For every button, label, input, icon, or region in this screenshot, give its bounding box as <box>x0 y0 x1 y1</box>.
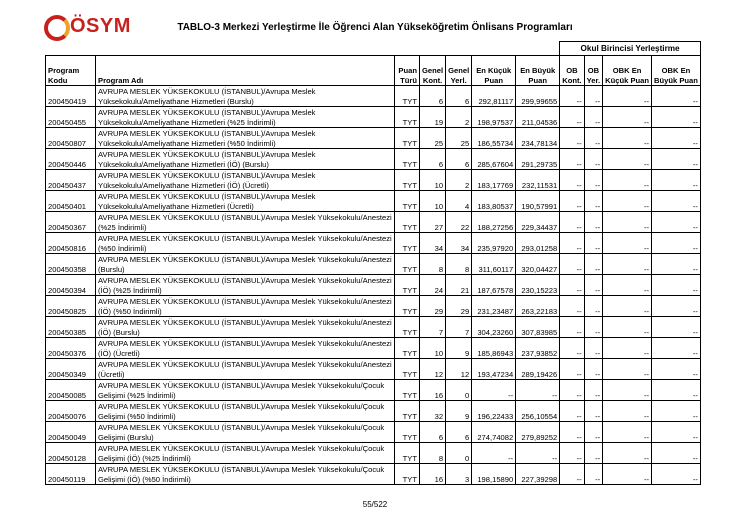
ob-yer-cell: -- <box>584 107 603 128</box>
en-kucuk-puan-cell: 198,97537 <box>472 107 516 128</box>
genel-kont-cell: 34 <box>420 233 446 254</box>
ob-kont-cell: -- <box>560 464 584 485</box>
program-code-cell: 200450367 <box>46 212 96 233</box>
genel-yerl-cell: 6 <box>446 149 472 170</box>
ob-yer-cell: -- <box>584 338 603 359</box>
program-name-line-1: AVRUPA MESLEK YÜKSEKOKULU (İSTANBUL)/Avrupa Meslek Yüksekokulu/Çocuk <box>98 423 385 432</box>
program-name-cell <box>96 464 395 485</box>
puan-turu-cell: TYT <box>395 86 420 107</box>
genel-yerl-cell: 6 <box>446 86 472 107</box>
col-puan-turu: Puan Türü <box>395 56 420 86</box>
program-name-line-2: Gelişimi (%25 İndirimli) <box>98 390 176 400</box>
obk-en-buyuk-cell: -- <box>652 359 701 380</box>
program-name-cell <box>96 338 395 359</box>
program-name-cell <box>96 212 395 233</box>
obk-en-buyuk-cell: -- <box>652 464 701 485</box>
en-buyuk-puan-cell: 256,10554 <box>516 401 560 422</box>
program-name-line-2: (%25 İndirimli) <box>98 222 147 232</box>
puan-turu-cell: TYT <box>395 212 420 233</box>
en-buyuk-puan-cell: -- <box>516 443 560 464</box>
ob-yer-cell: -- <box>584 149 603 170</box>
program-name-line-2: Gelişimi (%50 İndirimli) <box>98 411 176 421</box>
puan-turu-cell: TYT <box>395 317 420 338</box>
col-program-adi: Program Adı <box>96 56 395 86</box>
obk-en-buyuk-cell: -- <box>652 317 701 338</box>
table-row <box>46 464 701 485</box>
table-row <box>46 233 701 254</box>
obk-en-kucuk-cell: -- <box>603 149 652 170</box>
program-name-line-1: AVRUPA MESLEK YÜKSEKOKULU (İSTANBUL)/Avrupa Meslek Yüksekokulu/Anestezi <box>98 276 392 285</box>
en-buyuk-puan-cell: 229,34437 <box>516 212 560 233</box>
program-name-line-2: Yüksekokulu/Ameliyathane Hizmetleri (İÖ) (Ücretli) <box>98 180 269 190</box>
program-name-line-1: AVRUPA MESLEK YÜKSEKOKULU (İSTANBUL)/Avrupa Meslek Yüksekokulu/Çocuk <box>98 381 385 390</box>
ob-yer-cell: -- <box>584 296 603 317</box>
program-name-line-1: AVRUPA MESLEK YÜKSEKOKULU (İSTANBUL)/Avrupa Meslek Yüksekokulu/Anestezi <box>98 318 392 327</box>
en-kucuk-puan-cell: 188,27256 <box>472 212 516 233</box>
obk-en-buyuk-cell: -- <box>652 170 701 191</box>
program-name-line-2: (İÖ) (Burslu) <box>98 327 140 337</box>
en-buyuk-puan-cell: 230,15223 <box>516 275 560 296</box>
program-name-line-2: Yüksekokulu/Ameliyathane Hizmetleri (%50 İndirimli) <box>98 138 276 148</box>
program-name-line-1: AVRUPA MESLEK YÜKSEKOKULU (İSTANBUL)/Avrupa Meslek Yüksekokulu/Çocuk <box>98 402 385 411</box>
page-title: TABLO-3 Merkezi Yerleştirme İle Öğrenci Alan Yükseköğretim Önlisans Programları <box>177 22 573 33</box>
en-kucuk-puan-cell: 183,17769 <box>472 170 516 191</box>
puan-turu-cell: TYT <box>395 443 420 464</box>
ob-yer-cell: -- <box>584 86 603 107</box>
program-name-cell <box>96 86 395 107</box>
col-ob-yer: OB Yer. <box>584 56 603 86</box>
col-genel-kont: Genel Kont. <box>420 56 446 86</box>
ob-kont-cell: -- <box>560 380 584 401</box>
genel-yerl-cell: 0 <box>446 443 472 464</box>
en-kucuk-puan-cell: 235,97920 <box>472 233 516 254</box>
en-buyuk-puan-cell: 291,29735 <box>516 149 560 170</box>
obk-en-kucuk-cell: -- <box>603 464 652 485</box>
page-number: 55/522 <box>362 500 388 509</box>
genel-kont-cell: 19 <box>420 107 446 128</box>
ob-yer-cell: -- <box>584 401 603 422</box>
obk-en-buyuk-cell: -- <box>652 191 701 212</box>
ob-kont-cell: -- <box>560 275 584 296</box>
en-buyuk-puan-cell: 232,11531 <box>516 170 560 191</box>
program-code-cell: 200450119 <box>46 464 96 485</box>
program-name-line-1: AVRUPA MESLEK YÜKSEKOKULU (İSTANBUL)/Avrupa Meslek <box>98 87 316 96</box>
table-row <box>46 86 701 107</box>
program-name-cell <box>96 107 395 128</box>
table-row <box>46 128 701 149</box>
obk-en-kucuk-cell: -- <box>603 338 652 359</box>
program-name-line-1: AVRUPA MESLEK YÜKSEKOKULU (İSTANBUL)/Avrupa Meslek Yüksekokulu/Anestezi <box>98 234 392 243</box>
puan-turu-cell: TYT <box>395 401 420 422</box>
program-name-cell <box>96 275 395 296</box>
en-buyuk-puan-cell: 234,78134 <box>516 128 560 149</box>
puan-turu-cell: TYT <box>395 464 420 485</box>
col-en-kucuk-puan: En Küçük Puan <box>472 56 516 86</box>
program-name-line-2: Gelişimi (İÖ) (%50 İndirimli) <box>98 474 191 484</box>
en-kucuk-puan-cell: 187,67578 <box>472 275 516 296</box>
genel-kont-cell: 12 <box>420 359 446 380</box>
program-name-line-1: AVRUPA MESLEK YÜKSEKOKULU (İSTANBUL)/Avrupa Meslek <box>98 150 316 159</box>
program-name-cell <box>96 443 395 464</box>
genel-kont-cell: 6 <box>420 149 446 170</box>
puan-turu-cell: TYT <box>395 233 420 254</box>
ob-kont-cell: -- <box>560 86 584 107</box>
obk-en-buyuk-cell: -- <box>652 233 701 254</box>
en-buyuk-puan-cell: -- <box>516 380 560 401</box>
genel-kont-cell: 16 <box>420 464 446 485</box>
program-name-cell <box>96 233 395 254</box>
en-kucuk-puan-cell: 186,55734 <box>472 128 516 149</box>
obk-en-buyuk-cell: -- <box>652 86 701 107</box>
table-row <box>46 107 701 128</box>
program-name-line-1: AVRUPA MESLEK YÜKSEKOKULU (İSTANBUL)/Avrupa Meslek <box>98 171 316 180</box>
table-row <box>46 296 701 317</box>
genel-kont-cell: 10 <box>420 170 446 191</box>
program-code-cell: 200450807 <box>46 128 96 149</box>
en-kucuk-puan-cell: 183,80537 <box>472 191 516 212</box>
obk-en-buyuk-cell: -- <box>652 401 701 422</box>
program-code-cell: 200450825 <box>46 296 96 317</box>
obk-en-kucuk-cell: -- <box>603 212 652 233</box>
program-name-line-2: Yüksekokulu/Ameliyathane Hizmetleri (Burslu) <box>98 96 254 106</box>
obk-en-kucuk-cell: -- <box>603 443 652 464</box>
puan-turu-cell: TYT <box>395 254 420 275</box>
genel-yerl-cell: 9 <box>446 338 472 359</box>
genel-kont-cell: 29 <box>420 296 446 317</box>
table-row <box>46 359 701 380</box>
obk-en-buyuk-cell: -- <box>652 422 701 443</box>
en-kucuk-puan-cell: 292,81117 <box>472 86 516 107</box>
program-name-line-2: (Burslu) <box>98 264 125 274</box>
puan-turu-cell: TYT <box>395 170 420 191</box>
col-program-kodu: Program Kodu <box>46 56 96 86</box>
en-buyuk-puan-cell: 307,83985 <box>516 317 560 338</box>
obk-en-kucuk-cell: -- <box>603 275 652 296</box>
ob-kont-cell: -- <box>560 191 584 212</box>
genel-yerl-cell: 12 <box>446 359 472 380</box>
ob-kont-cell: -- <box>560 359 584 380</box>
puan-turu-cell: TYT <box>395 191 420 212</box>
en-kucuk-puan-cell: -- <box>472 443 516 464</box>
obk-en-kucuk-cell: -- <box>603 233 652 254</box>
genel-yerl-cell: 21 <box>446 275 472 296</box>
genel-yerl-cell: 6 <box>446 422 472 443</box>
puan-turu-cell: TYT <box>395 359 420 380</box>
table-row <box>46 401 701 422</box>
group-header-okul-birincisi: Okul Birincisi Yerleştirme <box>560 42 701 56</box>
en-buyuk-puan-cell: 279,89252 <box>516 422 560 443</box>
ob-yer-cell: -- <box>584 191 603 212</box>
en-buyuk-puan-cell: 320,04427 <box>516 254 560 275</box>
col-genel-yerl: Genel Yerl. <box>446 56 472 86</box>
ob-kont-cell: -- <box>560 128 584 149</box>
program-name-line-2: Yüksekokulu/Ameliyathane Hizmetleri (İÖ) (Burslu) <box>98 159 269 169</box>
ob-kont-cell: -- <box>560 296 584 317</box>
obk-en-buyuk-cell: -- <box>652 149 701 170</box>
obk-en-kucuk-cell: -- <box>603 401 652 422</box>
program-name-line-2: Gelişimi (İÖ) (%25 İndirimli) <box>98 453 191 463</box>
puan-turu-cell: TYT <box>395 275 420 296</box>
program-name-line-2: (%50 İndirimli) <box>98 243 147 253</box>
col-ob-kont: OB Kont. <box>560 56 584 86</box>
puan-turu-cell: TYT <box>395 422 420 443</box>
ob-yer-cell: -- <box>584 212 603 233</box>
ob-yer-cell: -- <box>584 443 603 464</box>
ob-yer-cell: -- <box>584 380 603 401</box>
obk-en-kucuk-cell: -- <box>603 296 652 317</box>
program-name-line-2: (İÖ) (%25 İndirimli) <box>98 285 162 295</box>
genel-yerl-cell: 2 <box>446 170 472 191</box>
obk-en-buyuk-cell: -- <box>652 107 701 128</box>
program-name-line-1: AVRUPA MESLEK YÜKSEKOKULU (İSTANBUL)/Avrupa Meslek Yüksekokulu/Anestezi <box>98 360 392 369</box>
obk-en-buyuk-cell: -- <box>652 128 701 149</box>
programs-table <box>45 41 701 485</box>
program-name-line-2: Gelişimi (Burslu) <box>98 432 154 442</box>
en-kucuk-puan-cell: 193,47234 <box>472 359 516 380</box>
genel-yerl-cell: 2 <box>446 107 472 128</box>
program-name-line-1: AVRUPA MESLEK YÜKSEKOKULU (İSTANBUL)/Avrupa Meslek <box>98 129 316 138</box>
genel-yerl-cell: 4 <box>446 191 472 212</box>
obk-en-buyuk-cell: -- <box>652 275 701 296</box>
program-code-cell: 200450455 <box>46 107 96 128</box>
genel-yerl-cell: 34 <box>446 233 472 254</box>
table-row <box>46 317 701 338</box>
program-name-cell <box>96 296 395 317</box>
puan-turu-cell: TYT <box>395 338 420 359</box>
en-kucuk-puan-cell: 185,86943 <box>472 338 516 359</box>
obk-en-buyuk-cell: -- <box>652 296 701 317</box>
col-obk-en-buyuk-puan: OBK En Büyük Puan <box>652 56 701 86</box>
program-name-cell <box>96 254 395 275</box>
en-kucuk-puan-cell: 311,60117 <box>472 254 516 275</box>
en-kucuk-puan-cell: 285,67604 <box>472 149 516 170</box>
obk-en-buyuk-cell: -- <box>652 443 701 464</box>
table-row <box>46 170 701 191</box>
program-name-line-1: AVRUPA MESLEK YÜKSEKOKULU (İSTANBUL)/Avrupa Meslek <box>98 108 316 117</box>
ob-kont-cell: -- <box>560 149 584 170</box>
obk-en-kucuk-cell: -- <box>603 422 652 443</box>
ob-yer-cell: -- <box>584 254 603 275</box>
ob-kont-cell: -- <box>560 338 584 359</box>
ob-yer-cell: -- <box>584 275 603 296</box>
program-code-cell: 200450349 <box>46 359 96 380</box>
ob-yer-cell: -- <box>584 359 603 380</box>
en-kucuk-puan-cell: 231,23487 <box>472 296 516 317</box>
ob-kont-cell: -- <box>560 317 584 338</box>
obk-en-kucuk-cell: -- <box>603 86 652 107</box>
genel-yerl-cell: 7 <box>446 317 472 338</box>
program-name-cell <box>96 359 395 380</box>
genel-yerl-cell: 3 <box>446 464 472 485</box>
program-name-line-1: AVRUPA MESLEK YÜKSEKOKULU (İSTANBUL)/Avrupa Meslek <box>98 192 316 201</box>
genel-kont-cell: 24 <box>420 275 446 296</box>
genel-kont-cell: 10 <box>420 338 446 359</box>
program-name-line-1: AVRUPA MESLEK YÜKSEKOKULU (İSTANBUL)/Avrupa Meslek Yüksekokulu/Anestezi <box>98 255 392 264</box>
program-code-cell: 200450085 <box>46 380 96 401</box>
ob-yer-cell: -- <box>584 317 603 338</box>
genel-yerl-cell: 29 <box>446 296 472 317</box>
table-row <box>46 338 701 359</box>
genel-kont-cell: 10 <box>420 191 446 212</box>
table-row <box>46 149 701 170</box>
obk-en-kucuk-cell: -- <box>603 254 652 275</box>
genel-yerl-cell: 25 <box>446 128 472 149</box>
puan-turu-cell: TYT <box>395 128 420 149</box>
obk-en-kucuk-cell: -- <box>603 107 652 128</box>
program-name-cell <box>96 128 395 149</box>
program-code-cell: 200450446 <box>46 149 96 170</box>
program-name-line-1: AVRUPA MESLEK YÜKSEKOKULU (İSTANBUL)/Avrupa Meslek Yüksekokulu/Anestezi <box>98 297 392 306</box>
ob-yer-cell: -- <box>584 128 603 149</box>
ob-kont-cell: -- <box>560 443 584 464</box>
ob-kont-cell: -- <box>560 107 584 128</box>
program-name-cell <box>96 149 395 170</box>
table-row <box>46 422 701 443</box>
table-row <box>46 212 701 233</box>
genel-kont-cell: 8 <box>420 254 446 275</box>
col-obk-en-kucuk-puan: OBK En Küçük Puan <box>603 56 652 86</box>
en-buyuk-puan-cell: 289,19426 <box>516 359 560 380</box>
program-name-cell <box>96 317 395 338</box>
program-name-line-2: Yüksekokulu/Ameliyathane Hizmetleri (%25 İndirimli) <box>98 117 276 127</box>
program-code-cell: 200450437 <box>46 170 96 191</box>
program-name-line-1: AVRUPA MESLEK YÜKSEKOKULU (İSTANBUL)/Avrupa Meslek Yüksekokulu/Anestezi <box>98 213 392 222</box>
en-buyuk-puan-cell: 263,22183 <box>516 296 560 317</box>
program-name-line-2: (İÖ) (%50 İndirimli) <box>98 306 162 316</box>
genel-kont-cell: 8 <box>420 443 446 464</box>
genel-kont-cell: 7 <box>420 317 446 338</box>
genel-kont-cell: 27 <box>420 212 446 233</box>
obk-en-kucuk-cell: -- <box>603 191 652 212</box>
en-buyuk-puan-cell: 190,57991 <box>516 191 560 212</box>
program-code-cell: 200450076 <box>46 401 96 422</box>
en-buyuk-puan-cell: 211,04536 <box>516 107 560 128</box>
puan-turu-cell: TYT <box>395 107 420 128</box>
program-code-cell: 200450401 <box>46 191 96 212</box>
ob-kont-cell: -- <box>560 401 584 422</box>
obk-en-kucuk-cell: -- <box>603 170 652 191</box>
program-name-line-1: AVRUPA MESLEK YÜKSEKOKULU (İSTANBUL)/Avrupa Meslek Yüksekokulu/Çocuk <box>98 465 385 474</box>
ob-kont-cell: -- <box>560 212 584 233</box>
genel-kont-cell: 6 <box>420 422 446 443</box>
obk-en-buyuk-cell: -- <box>652 380 701 401</box>
ob-kont-cell: -- <box>560 254 584 275</box>
en-buyuk-puan-cell: 237,93852 <box>516 338 560 359</box>
col-en-buyuk-puan: En Büyük Puan <box>516 56 560 86</box>
puan-turu-cell: TYT <box>395 296 420 317</box>
program-code-cell: 200450385 <box>46 317 96 338</box>
puan-turu-cell: TYT <box>395 380 420 401</box>
en-kucuk-puan-cell: 304,23260 <box>472 317 516 338</box>
obk-en-kucuk-cell: -- <box>603 380 652 401</box>
obk-en-kucuk-cell: -- <box>603 128 652 149</box>
program-name-cell <box>96 191 395 212</box>
ob-yer-cell: -- <box>584 233 603 254</box>
ob-yer-cell: -- <box>584 170 603 191</box>
program-name-line-2: (İÖ) (Ücretli) <box>98 348 140 358</box>
ob-yer-cell: -- <box>584 464 603 485</box>
program-name-cell <box>96 170 395 191</box>
logo-text: ÖSYM <box>70 15 131 37</box>
obk-en-kucuk-cell: -- <box>603 317 652 338</box>
program-name-line-1: AVRUPA MESLEK YÜKSEKOKULU (İSTANBUL)/Avrupa Meslek Yüksekokulu/Çocuk <box>98 444 385 453</box>
table-body <box>46 86 701 485</box>
genel-kont-cell: 16 <box>420 380 446 401</box>
genel-kont-cell: 25 <box>420 128 446 149</box>
genel-yerl-cell: 22 <box>446 212 472 233</box>
table-row <box>46 443 701 464</box>
program-code-cell: 200450419 <box>46 86 96 107</box>
table-row <box>46 191 701 212</box>
genel-yerl-cell: 0 <box>446 380 472 401</box>
program-name-line-2: Yüksekokulu/Ameliyathane Hizmetleri (Ücretli) <box>98 201 254 211</box>
program-code-cell: 200450376 <box>46 338 96 359</box>
program-name-cell <box>96 422 395 443</box>
program-code-cell: 200450816 <box>46 233 96 254</box>
ob-kont-cell: -- <box>560 422 584 443</box>
en-kucuk-puan-cell: -- <box>472 380 516 401</box>
en-buyuk-puan-cell: 293,01258 <box>516 233 560 254</box>
puan-turu-cell: TYT <box>395 149 420 170</box>
genel-yerl-cell: 9 <box>446 401 472 422</box>
obk-en-buyuk-cell: -- <box>652 338 701 359</box>
obk-en-buyuk-cell: -- <box>652 254 701 275</box>
obk-en-kucuk-cell: -- <box>603 359 652 380</box>
program-code-cell: 200450049 <box>46 422 96 443</box>
en-buyuk-puan-cell: 227,39298 <box>516 464 560 485</box>
ob-kont-cell: -- <box>560 170 584 191</box>
program-name-cell <box>96 380 395 401</box>
en-kucuk-puan-cell: 198,15890 <box>472 464 516 485</box>
en-kucuk-puan-cell: 274,74082 <box>472 422 516 443</box>
table-row <box>46 254 701 275</box>
program-code-cell: 200450394 <box>46 275 96 296</box>
en-kucuk-puan-cell: 196,22433 <box>472 401 516 422</box>
ob-yer-cell: -- <box>584 422 603 443</box>
genel-kont-cell: 6 <box>420 86 446 107</box>
program-name-cell <box>96 401 395 422</box>
ob-kont-cell: -- <box>560 233 584 254</box>
program-name-line-1: AVRUPA MESLEK YÜKSEKOKULU (İSTANBUL)/Avrupa Meslek Yüksekokulu/Anestezi <box>98 339 392 348</box>
obk-en-buyuk-cell: -- <box>652 212 701 233</box>
genel-yerl-cell: 8 <box>446 254 472 275</box>
genel-kont-cell: 32 <box>420 401 446 422</box>
table-row <box>46 380 701 401</box>
program-code-cell: 200450358 <box>46 254 96 275</box>
program-code-cell: 200450128 <box>46 443 96 464</box>
table-row <box>46 275 701 296</box>
en-buyuk-puan-cell: 299,99655 <box>516 86 560 107</box>
program-name-line-2: (Ücretli) <box>98 369 125 379</box>
